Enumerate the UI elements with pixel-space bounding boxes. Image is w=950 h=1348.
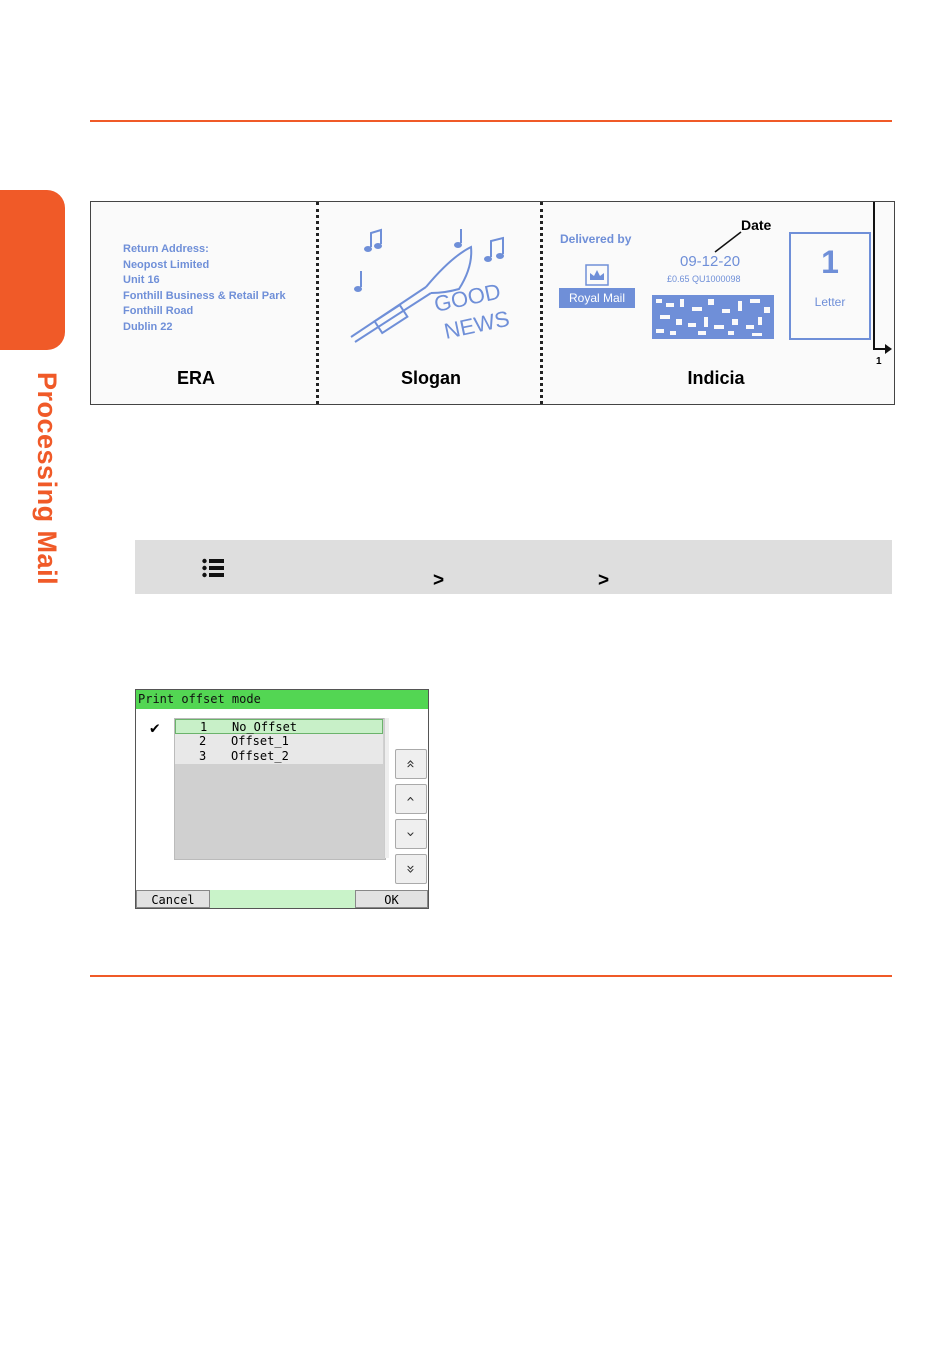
- slogan-text: GOOD: [431, 278, 503, 317]
- slogan-text: NEWS: [441, 305, 512, 344]
- class-number: 1: [821, 244, 839, 280]
- zone-divider: [316, 202, 319, 404]
- path-separator: >: [598, 570, 610, 591]
- class-type: Letter: [814, 295, 846, 309]
- return-address-line: Dublin 22: [123, 320, 173, 333]
- path-separator: >: [433, 570, 445, 591]
- checkmark-icon: ✔: [150, 718, 160, 737]
- row-number: 1: [200, 720, 208, 734]
- trumpet-slogan-icon: [341, 227, 526, 347]
- softkey-bar: [136, 890, 428, 908]
- screen-title: Print offset mode: [136, 690, 428, 709]
- return-address-block: [123, 242, 286, 335]
- row-number: 2: [199, 734, 207, 748]
- envelope-edge-line: [873, 202, 875, 350]
- return-address-line: Unit 16: [123, 274, 160, 286]
- cancel-button[interactable]: Cancel: [136, 890, 210, 908]
- list-item[interactable]: [175, 719, 383, 734]
- row-name: Offset_2: [231, 749, 289, 763]
- envelope-print-figure: [90, 201, 895, 405]
- list-scrollbar[interactable]: [384, 718, 389, 858]
- arrow-right-icon: [873, 342, 893, 356]
- row-name: Offset_1: [231, 734, 289, 748]
- mail-class-box: [789, 232, 871, 340]
- return-address-line: Fonthill Business & Retail Park: [123, 289, 286, 302]
- zone-label-indicia: Indicia: [687, 368, 745, 388]
- date-callout: Date: [741, 217, 772, 233]
- datamatrix-barcode-icon: [652, 295, 774, 339]
- royal-mail-logo: [559, 264, 635, 314]
- list-item[interactable]: [175, 749, 383, 764]
- offset-mode-list: [174, 718, 386, 860]
- zone-divider: [540, 202, 543, 404]
- page-up-button[interactable]: «: [395, 749, 427, 779]
- device-screen: [135, 689, 429, 909]
- chapter-title: Processing Mail: [32, 372, 62, 586]
- scroll-down-button[interactable]: ›: [395, 819, 427, 849]
- top-rule: [90, 120, 892, 122]
- date-pointer-line: [711, 230, 743, 254]
- bottom-rule: [90, 975, 892, 977]
- chapter-tab: [0, 190, 65, 350]
- return-address-line: Return Address:: [123, 243, 209, 255]
- return-address-line: Fonthill Road: [123, 305, 194, 317]
- row-number: 3: [199, 749, 207, 763]
- row-name: No_Offset: [232, 720, 298, 734]
- menu-path-bar: [135, 540, 892, 594]
- crown-icon: [585, 264, 609, 286]
- menu-list-icon: [202, 558, 224, 578]
- scroll-up-button[interactable]: ‹: [395, 784, 427, 814]
- ok-button[interactable]: OK: [355, 890, 428, 908]
- page-down-button[interactable]: »: [395, 854, 427, 884]
- zone-label-slogan: Slogan: [400, 368, 461, 388]
- list-item[interactable]: [175, 734, 383, 749]
- edge-marker-number: 1: [876, 356, 882, 367]
- delivered-by-text: Delivered by: [560, 232, 632, 246]
- zone-label-era: ERA: [176, 368, 215, 388]
- date-value: 09-12-20: [680, 253, 741, 270]
- postage-value-line: £0.65 QU1000098: [667, 274, 741, 284]
- return-address-line: Neopost Limited: [123, 258, 210, 271]
- royal-mail-label: Royal Mail: [559, 288, 635, 308]
